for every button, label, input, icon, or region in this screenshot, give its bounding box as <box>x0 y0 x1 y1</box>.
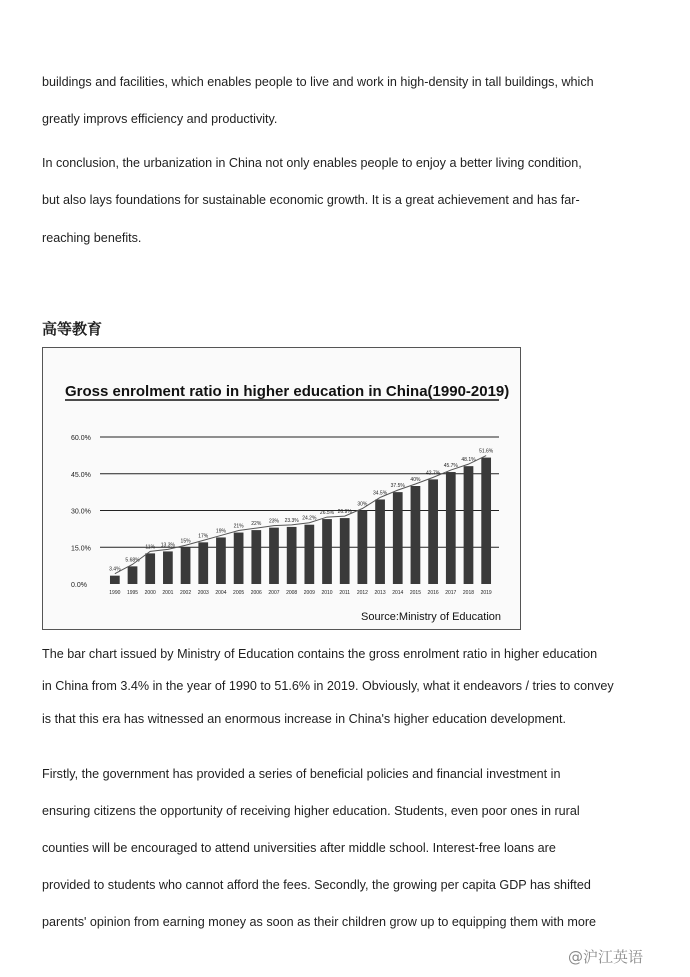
x-tick-label: 2004 <box>215 590 227 596</box>
x-tick-label: 2009 <box>303 590 315 596</box>
bar-value-label: 22% <box>251 521 262 528</box>
watermark-logo: @沪江英语 <box>568 948 644 966</box>
bar-value-label: 17% <box>198 533 209 540</box>
bar-value-label: 45.7% <box>443 463 458 470</box>
paragraph-line: In conclusion, the urbanization in China not only enables people to enjoy a better living condition, <box>42 156 582 170</box>
x-tick-label: 2006 <box>250 590 262 596</box>
paragraph-line: parents' opinion from earning money as soon as their children grow up to equipping them with more <box>42 915 597 929</box>
bar-value-label: 37.5% <box>390 483 405 490</box>
bar-value-label: 51.6% <box>479 448 494 455</box>
bar-2018 <box>464 466 474 584</box>
bar-2013 <box>375 499 385 584</box>
bar-2003 <box>198 542 208 584</box>
bar-value-label: 13.3% <box>160 542 175 549</box>
bar-2010 <box>322 519 332 584</box>
x-tick-label: 2000 <box>144 590 156 596</box>
x-tick-label: 2005 <box>233 590 245 596</box>
y-tick-label: 0.0% <box>71 582 87 589</box>
x-tick-label: 2017 <box>445 590 457 596</box>
x-tick-label: 2016 <box>427 590 439 596</box>
paragraph-line: ensuring citizens the opportunity of receiving higher education. Students, even poor ones in rural <box>42 804 580 818</box>
y-tick-label: 15.0% <box>71 545 91 553</box>
bar-value-label: 48.1% <box>461 457 476 464</box>
paragraph-line: greatly improvs efficiency and productivity. <box>42 112 278 126</box>
x-tick-label: 2014 <box>392 590 404 596</box>
x-tick-label: 2015 <box>409 590 421 596</box>
bar-value-label: 30% <box>357 501 368 508</box>
y-tick-label: 60.0% <box>71 435 91 442</box>
bar-value-label: 40% <box>410 477 421 483</box>
paragraph-line: provided to students who cannot afford the fees. Secondly, the growing per capita GDP has shifted <box>42 878 591 892</box>
bar-2002 <box>181 547 191 584</box>
paragraph-line: counties will be encouraged to attend universities after middle school. Interest-free loans are <box>42 841 556 855</box>
x-tick-label: 2012 <box>356 590 368 596</box>
bar-2005 <box>234 533 244 584</box>
bar-2011 <box>340 518 350 584</box>
bar-value-label: 3.4% <box>109 566 121 573</box>
x-tick-label: 2002 <box>180 590 192 596</box>
bar-2000 <box>145 553 155 584</box>
bar-2012 <box>358 511 368 585</box>
chart-canvas <box>43 348 520 629</box>
paragraph-line: but also lays foundations for sustainable economic growth. It is a great achievement and has far- <box>42 193 580 207</box>
x-tick-label: 2001 <box>162 590 174 596</box>
paragraph-line: Firstly, the government has provided a series of beneficial policies and financial investment in <box>42 767 561 781</box>
bar-2009 <box>304 525 314 584</box>
x-tick-label: 2007 <box>268 590 280 596</box>
bar-2015 <box>411 486 421 584</box>
bar-1995 <box>128 566 138 584</box>
bar-2007 <box>269 528 279 584</box>
bar-2008 <box>287 527 297 584</box>
enrolment-chart <box>42 347 521 630</box>
bar-2006 <box>251 530 261 584</box>
bar-2004 <box>216 537 226 584</box>
bar-2016 <box>428 479 438 584</box>
chart-title: Gross enrolment ratio in higher education in China(1990-2019) <box>65 383 510 400</box>
y-tick-label: 30.0% <box>71 508 91 516</box>
chart-source: Source:Ministry of Education <box>361 611 502 623</box>
bar-value-label: 5.68% <box>125 557 140 564</box>
paragraph-line: is that this era has witnessed an enormous increase in China's higher education development. <box>42 712 566 726</box>
bar-value-label: 15% <box>180 538 191 545</box>
x-tick-label: 2018 <box>462 590 475 596</box>
bar-2019 <box>481 458 491 584</box>
x-tick-label: 2008 <box>286 590 298 596</box>
bar-2014 <box>393 492 403 584</box>
x-tick-label: 2010 <box>321 590 333 596</box>
paragraph-line: buildings and facilities, which enables people to live and work in high-density in tall buildings, which <box>42 75 594 89</box>
bar-value-label: 23.3% <box>284 517 299 524</box>
bar-value-label: 11% <box>145 544 156 551</box>
x-tick-label: 2011 <box>339 590 351 596</box>
x-tick-label: 1995 <box>126 590 139 596</box>
bar-value-label: 26.9% <box>337 509 352 516</box>
bar-value-label: 21% <box>233 523 244 530</box>
bar-1990 <box>110 576 120 584</box>
section-heading: 高等教育 <box>42 320 103 338</box>
bar-value-label: 24.2% <box>302 515 317 522</box>
paragraph-line: reaching benefits. <box>42 231 142 245</box>
bar-value-label: 19% <box>215 528 226 535</box>
x-tick-label: 2003 <box>197 590 209 596</box>
paragraph-line: in China from 3.4% in the year of 1990 to 51.6% in 2019. Obviously, what it endeavors / tries to convey <box>42 679 614 693</box>
bar-value-label: 42.7% <box>426 470 441 477</box>
x-tick-label: 2013 <box>374 590 386 596</box>
bar-value-label: 26.5% <box>319 510 335 517</box>
x-tick-label: 2019 <box>480 590 492 596</box>
x-tick-label: 1990 <box>109 590 121 596</box>
bar-2017 <box>446 472 456 584</box>
paragraph-line: The bar chart issued by Ministry of Education contains the gross enrolment ratio in higher education <box>42 647 598 661</box>
y-tick-label: 45.0% <box>71 471 91 479</box>
bar-2001 <box>163 551 173 584</box>
bar-value-label: 34.5% <box>372 490 388 497</box>
bar-value-label: 23% <box>268 518 279 525</box>
